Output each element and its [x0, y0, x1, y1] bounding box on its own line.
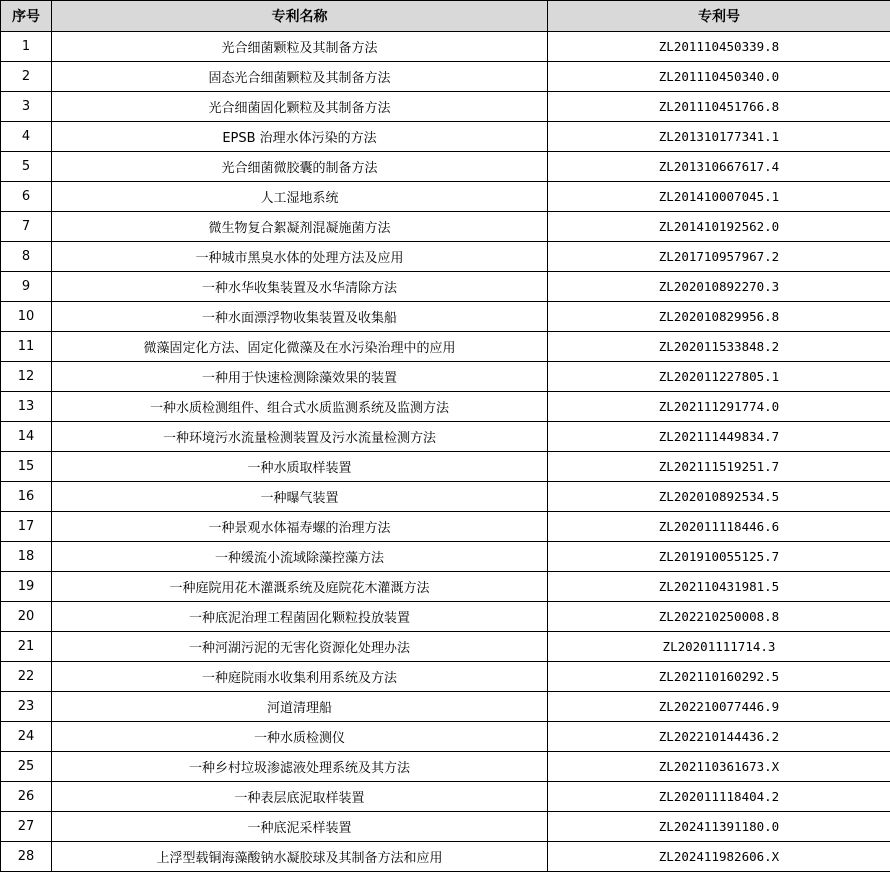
- row-index: 9: [1, 272, 52, 302]
- row-patent-number: ZL202210250008.8: [548, 602, 890, 632]
- row-index: 11: [1, 332, 52, 362]
- row-index: 3: [1, 92, 52, 122]
- row-patent-number: ZL202010892270.3: [548, 272, 890, 302]
- row-patent-name: 一种曝气装置: [52, 482, 548, 512]
- table-row: [1, 332, 890, 362]
- row-patent-name: 光合细菌颗粒及其制备方法: [52, 32, 548, 62]
- row-patent-number: ZL201110450340.0: [548, 62, 890, 92]
- table-row: [1, 542, 890, 572]
- row-patent-number: ZL20201111714.3: [548, 632, 890, 662]
- row-patent-name: 一种水华收集装置及水华清除方法: [52, 272, 548, 302]
- row-patent-name: 一种水质取样装置: [52, 452, 548, 482]
- row-patent-number: ZL201910055125.7: [548, 542, 890, 572]
- row-patent-name: 上浮型载铜海藻酸钠水凝胶球及其制备方法和应用: [52, 842, 548, 872]
- row-patent-number: ZL202110361673.X: [548, 752, 890, 782]
- row-index: 27: [1, 812, 52, 842]
- row-patent-name: 一种景观水体福寿螺的治理方法: [52, 512, 548, 542]
- table-row: [1, 812, 890, 842]
- header-index: 序号: [1, 1, 52, 32]
- row-patent-name: 一种底泥治理工程菌固化颗粒投放装置: [52, 602, 548, 632]
- row-index: 19: [1, 572, 52, 602]
- row-patent-number: ZL202011118446.6: [548, 512, 890, 542]
- table-row: [1, 392, 890, 422]
- row-patent-number: ZL202110431981.5: [548, 572, 890, 602]
- row-patent-number: ZL202110160292.5: [548, 662, 890, 692]
- row-index: 24: [1, 722, 52, 752]
- table-row: [1, 602, 890, 632]
- row-patent-number: ZL202111291774.0: [548, 392, 890, 422]
- row-patent-number: ZL202210144436.2: [548, 722, 890, 752]
- row-patent-number: ZL201310667617.4: [548, 152, 890, 182]
- row-index: 6: [1, 182, 52, 212]
- table-row: [1, 722, 890, 752]
- table-row: [1, 692, 890, 722]
- row-patent-number: ZL201710957967.2: [548, 242, 890, 272]
- row-patent-number: ZL201310177341.1: [548, 122, 890, 152]
- table-body: [1, 32, 890, 872]
- table-row: [1, 152, 890, 182]
- table-row: [1, 32, 890, 62]
- table-row: [1, 452, 890, 482]
- row-patent-name: 人工湿地系统: [52, 182, 548, 212]
- row-patent-name: 固态光合细菌颗粒及其制备方法: [52, 62, 548, 92]
- row-index: 28: [1, 842, 52, 872]
- row-index: 14: [1, 422, 52, 452]
- row-patent-number: ZL201110450339.8: [548, 32, 890, 62]
- table-row: [1, 242, 890, 272]
- row-index: 8: [1, 242, 52, 272]
- row-index: 15: [1, 452, 52, 482]
- row-patent-number: ZL201110451766.8: [548, 92, 890, 122]
- table-row: [1, 212, 890, 242]
- table-row: [1, 422, 890, 452]
- table-row: [1, 362, 890, 392]
- row-index: 25: [1, 752, 52, 782]
- row-patent-number: ZL202010829956.8: [548, 302, 890, 332]
- table-row: [1, 512, 890, 542]
- row-patent-name: 一种表层底泥取样装置: [52, 782, 548, 812]
- row-patent-number: ZL202411391180.0: [548, 812, 890, 842]
- row-index: 22: [1, 662, 52, 692]
- row-patent-number: ZL201410007045.1: [548, 182, 890, 212]
- row-index: 21: [1, 632, 52, 662]
- table-row: [1, 572, 890, 602]
- row-patent-name: 光合细菌微胶囊的制备方法: [52, 152, 548, 182]
- row-patent-name: 一种水质检测组件、组合式水质监测系统及监测方法: [52, 392, 548, 422]
- row-patent-name: 一种庭院用花木灌溉系统及庭院花木灌溉方法: [52, 572, 548, 602]
- row-patent-name: 一种缓流小流域除藻控藻方法: [52, 542, 548, 572]
- row-index: 2: [1, 62, 52, 92]
- row-index: 20: [1, 602, 52, 632]
- table-row: [1, 62, 890, 92]
- table-row: [1, 782, 890, 812]
- header-patent-name: 专利名称: [52, 1, 548, 32]
- row-patent-name: EPSB 治理水体污染的方法: [52, 122, 548, 152]
- row-patent-number: ZL202010892534.5: [548, 482, 890, 512]
- row-patent-name: 一种底泥采样装置: [52, 812, 548, 842]
- table-row: [1, 92, 890, 122]
- row-patent-name: 一种水面漂浮物收集装置及收集船: [52, 302, 548, 332]
- row-index: 18: [1, 542, 52, 572]
- row-index: 5: [1, 152, 52, 182]
- row-patent-name: 微藻固定化方法、固定化微藻及在水污染治理中的应用: [52, 332, 548, 362]
- row-patent-number: ZL202111519251.7: [548, 452, 890, 482]
- table-row: [1, 272, 890, 302]
- row-patent-name: 一种环境污水流量检测装置及污水流量检测方法: [52, 422, 548, 452]
- row-index: 1: [1, 32, 52, 62]
- row-patent-name: 一种水质检测仪: [52, 722, 548, 752]
- row-index: 13: [1, 392, 52, 422]
- row-index: 23: [1, 692, 52, 722]
- row-patent-name: 一种城市黑臭水体的处理方法及应用: [52, 242, 548, 272]
- row-patent-number: ZL202011533848.2: [548, 332, 890, 362]
- row-index: 4: [1, 122, 52, 152]
- row-patent-name: 一种河湖污泥的无害化资源化处理办法: [52, 632, 548, 662]
- table-row: [1, 842, 890, 872]
- row-index: 10: [1, 302, 52, 332]
- table-header-row: [1, 1, 890, 32]
- row-patent-number: ZL202011118404.2: [548, 782, 890, 812]
- row-patent-number: ZL202210077446.9: [548, 692, 890, 722]
- row-index: 16: [1, 482, 52, 512]
- table-row: [1, 302, 890, 332]
- row-patent-number: ZL202411982606.X: [548, 842, 890, 872]
- table-row: [1, 482, 890, 512]
- row-patent-number: ZL202011227805.1: [548, 362, 890, 392]
- row-index: 26: [1, 782, 52, 812]
- table-row: [1, 752, 890, 782]
- row-patent-name: 一种乡村垃圾渗滤液处理系统及其方法: [52, 752, 548, 782]
- row-patent-name: 微生物复合絮凝剂混凝施菌方法: [52, 212, 548, 242]
- row-index: 17: [1, 512, 52, 542]
- table-row: [1, 182, 890, 212]
- row-patent-name: 一种庭院雨水收集利用系统及方法: [52, 662, 548, 692]
- table-row: [1, 662, 890, 692]
- row-patent-name: 光合细菌固化颗粒及其制备方法: [52, 92, 548, 122]
- table-row: [1, 122, 890, 152]
- table-row: [1, 632, 890, 662]
- row-patent-number: ZL202111449834.7: [548, 422, 890, 452]
- row-index: 7: [1, 212, 52, 242]
- row-patent-number: ZL201410192562.0: [548, 212, 890, 242]
- header-patent-number: 专利号: [548, 1, 890, 32]
- row-patent-name: 一种用于快速检测除藻效果的装置: [52, 362, 548, 392]
- row-patent-name: 河道清理船: [52, 692, 548, 722]
- row-index: 12: [1, 362, 52, 392]
